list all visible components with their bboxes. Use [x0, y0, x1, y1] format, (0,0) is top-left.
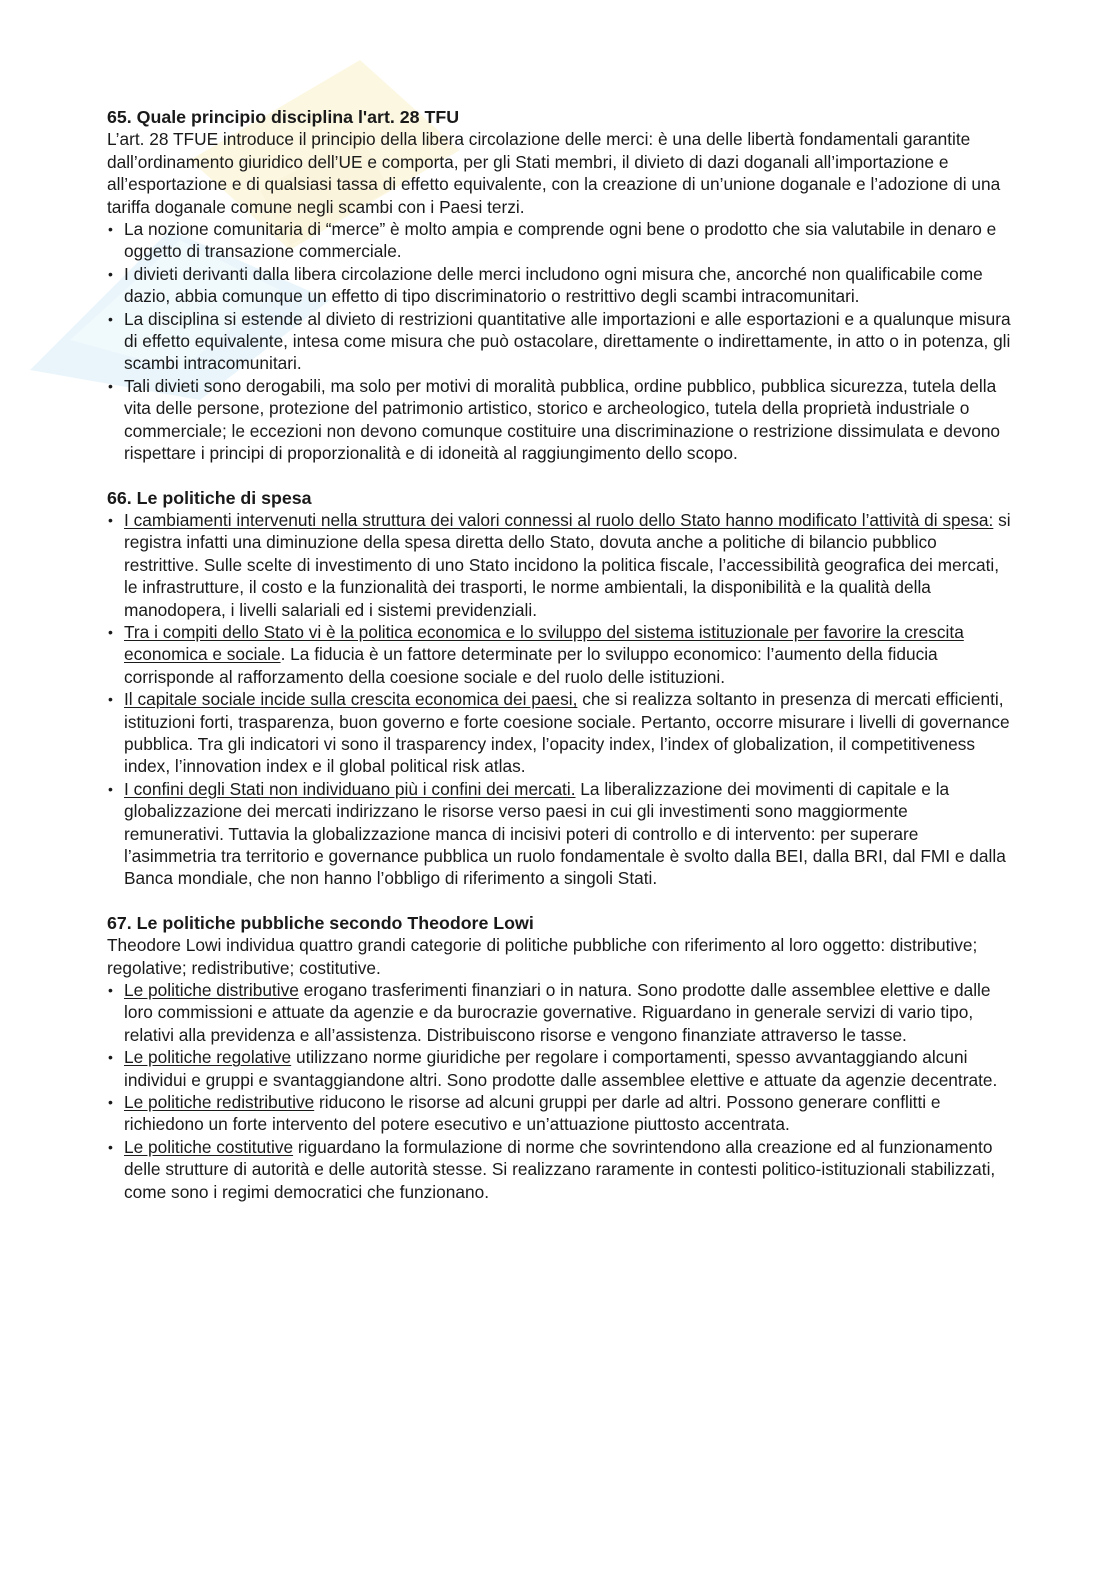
underlined-lead: I cambiamenti intervenuti nella struttura dei valori connessi al ruolo dello Stato hanno modificato l’attività di spesa:	[124, 509, 994, 530]
bullet-list	[107, 218, 1012, 464]
bullet-text: riguardano la formulazione di norme che sovrintendono alla creazione ed al funzionamento delle strutture di autorità e delle autorità stesse. Si realizzano raramente in contesti politico-istituzionali stabilizzati, come sono i regimi democratici che funzionano.	[124, 1136, 996, 1202]
section-title: 65. Quale principio disciplina l'art. 28 TFU	[107, 107, 460, 127]
section-66	[107, 487, 1012, 890]
underlined-lead: Il capitale sociale incide sulla crescita economica dei paesi,	[124, 689, 578, 710]
list-item	[107, 308, 1012, 375]
underlined-lead: I confini degli Stati non individuano più i confini dei mercati.	[124, 778, 576, 799]
section-intro: L’art. 28 TFUE introduce il principio della libera circolazione delle merci: è una delle libertà fondamentali garantite dall’ordinamento giuridico dell’UE e comporta, per gli Stati membri, il divieto di dazi doganali all’importazione e all’esportazione e di qualsiasi tassa di effetto equivalente, con la creazione di un’unione doganale e l’adozione di una tariffa doganale comune negli scambi con i Paesi terzi.	[107, 129, 1001, 217]
bullet-text: La disciplina si estende al divieto di restrizioni quantitative alle importazioni e alle esportazioni e a qualunque misura di effetto equivalente, intesa come misura che può ostacolare, direttamente o indirettamente, in atto o in potenza, gli scambi intracomunitari.	[124, 308, 1011, 374]
underlined-lead: Le politiche costitutive	[124, 1136, 294, 1157]
section-intro: Theodore Lowi individua quattro grandi categorie di politiche pubbliche con riferimento al loro oggetto: distributive; regolative; redistributive; costitutive.	[107, 935, 978, 978]
underlined-lead: Le politiche regolative	[124, 1047, 292, 1068]
bullet-text: La liberalizzazione dei movimenti di capitale e la globalizzazione dei mercati indirizzano le risorse verso paesi in cui gli investimenti sono maggiormente remunerativi. Tuttavia la globalizzazione manca di incisivi poteri di controllo e di intervento: per superare l’asimmetria tra territorio e governance pubblica un ruolo fondamentale è svolto dalla BEI, dalla BRI, dal FMI e dalla Banca mondiale, che non hanno l’obbligo di riferimento a singoli Stati.	[124, 778, 1006, 889]
underlined-lead: Le politiche redistributive	[124, 1092, 315, 1113]
list-item	[107, 1046, 1012, 1091]
bullet-text: utilizzano norme giuridiche per regolare i comportamenti, spesso avvantaggiando alcuni individui e gruppi e svantaggiandone altri. Sono prodotte dalle assemblee elettive e attuate da agenzie decentrate.	[124, 1047, 998, 1090]
bullet-text: erogano trasferimenti finanziari o in natura. Sono prodotte dalle assemblee elettive e dalle loro commissioni e attuate da agenzie e da burocrazie governative. Riguardano in generale servizi di vario tipo, relativi alla previdenza e all’assistenza. Distribuiscono risorse e vengono finanziate attraverso le tasse.	[124, 980, 991, 1045]
section-65	[107, 106, 1012, 465]
bullet-text: riducono le risorse ad alcuni gruppi per darle ad altri. Possono generare conflitti e richiedono un forte intervento del potere esecutivo e un’attuazione piuttosto accentrata.	[124, 1092, 941, 1135]
bullet-list	[107, 979, 1012, 1203]
section-title: 67. Le politiche pubbliche secondo Theodore Lowi	[107, 912, 534, 933]
list-item	[107, 218, 1012, 263]
bullet-text: La nozione comunitaria di “merce” è molto ampia e comprende ogni bene o prodotto che sia valutabile in denaro e oggetto di transazione commerciale.	[124, 219, 997, 262]
bullet-text: che si realizza soltanto in presenza di mercati efficienti, istituzioni forti, trasparenza, buon governo e forte coesione sociale. Pertanto, occorre misurare i livelli di governance pubblica. Tra gli indicatori vi sono il trasparency index, l’opacity index, l’index of globalization, il competitiveness index, l’innovation index e il global political risk atlas.	[124, 689, 1010, 777]
bullet-text: . La fiducia è un fattore determinate per lo sviluppo economico: l’aumento della fiducia corrisponde al rafforzamento della coesione sociale e del ruolo delle istituzioni.	[124, 644, 938, 687]
list-item	[107, 263, 1012, 308]
list-item	[107, 688, 1012, 778]
list-item	[107, 621, 1012, 688]
underlined-lead: Tra i compiti dello Stato vi è la politica economica e lo sviluppo del sistema istituzionale per favorire la crescita economica e sociale	[124, 621, 964, 665]
section-67	[107, 912, 1012, 1203]
bullet-text: si registra infatti una diminuzione della spesa diretta dello Stato, dovuta anche a politiche di bilancio pubblico restrittive. Sulle scelte di investimento di uno Stato incidono la politica fiscale, l’accessibilità geografica dei mercati, le infrastrutture, il costo e la funzionalità dei trasporti, le norme ambientali, la disponibilità e la qualità della manodopera, i livelli salariali ed i sistemi previdenziali.	[124, 509, 1011, 620]
list-item	[107, 375, 1012, 465]
document-page	[107, 106, 1012, 1225]
list-item	[107, 778, 1012, 890]
list-item	[107, 979, 1012, 1046]
bullet-text: Tali divieti sono derogabili, ma solo per motivi di moralità pubblica, ordine pubblico, pubblica sicurezza, tutela della vita delle persone, protezione del patrimonio artistico, storico e archeologico, tutela della proprietà industriale o commerciale; le eccezioni non devono comunque costituire una discriminazione o restrizione dissimulata e devono rispettare i principi di proporzionalità e di idoneità al raggiungimento dello scopo.	[124, 375, 1001, 464]
underlined-lead: Le politiche distributive	[124, 980, 299, 1001]
bullet-list	[107, 509, 1012, 890]
section-title: 66. Le politiche di spesa	[107, 487, 312, 508]
list-item	[107, 509, 1012, 621]
list-item	[107, 1091, 1012, 1136]
bullet-text: I divieti derivanti dalla libera circolazione delle merci includono ogni misura che, ancorché non qualificabile come dazio, abbia comunque un effetto di tipo discriminatorio o restrittivo degli scambi intracomunitari.	[124, 263, 983, 307]
list-item	[107, 1136, 1012, 1203]
